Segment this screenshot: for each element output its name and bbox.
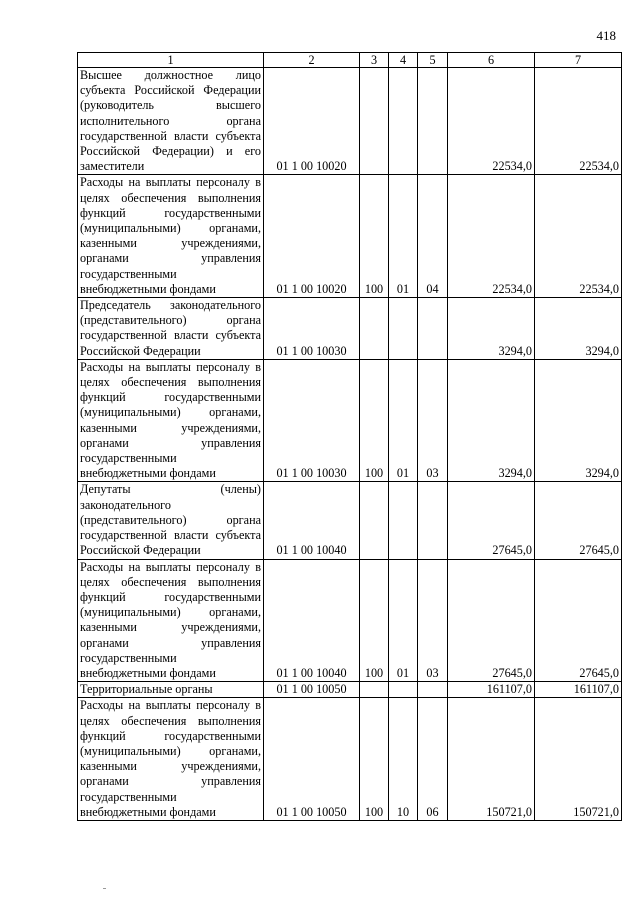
row-name-cell: Расходы на выплаты персоналу в целях обеспечения выполнения функций государственными (муниципальными) органами, казенными учреждениями, органами управления государственными внебюджетными фондами: [78, 559, 264, 682]
section-cell: 01: [389, 559, 418, 682]
amount-year1-cell: 3294,0: [448, 359, 535, 482]
subsection-cell: [418, 298, 448, 360]
amount-year2-cell: 3294,0: [535, 298, 622, 360]
amount-year1-cell: 27645,0: [448, 482, 535, 559]
expense-type-cell: [360, 482, 389, 559]
amount-year2-cell: 3294,0: [535, 359, 622, 482]
subsection-cell: 04: [418, 175, 448, 298]
column-header: 7: [535, 53, 622, 68]
amount-year2-cell: 27645,0: [535, 559, 622, 682]
amount-year2-cell: 22534,0: [535, 68, 622, 175]
column-header: 4: [389, 53, 418, 68]
row-name-cell: Высшее должностное лицо субъекта Российской Федерации (руководитель высшего исполнительного органа государственной власти субъекта Российской Федерации) и его заместители: [78, 68, 264, 175]
table-row: [78, 175, 622, 298]
amount-year1-cell: 3294,0: [448, 298, 535, 360]
table-row: [78, 68, 622, 175]
target-article-code-cell: 01 1 00 10050: [264, 698, 360, 821]
table-row: [78, 559, 622, 682]
subsection-cell: [418, 482, 448, 559]
column-header: 6: [448, 53, 535, 68]
subsection-cell: [418, 68, 448, 175]
section-cell: [389, 68, 418, 175]
scan-mark: [103, 888, 106, 889]
amount-year1-cell: 22534,0: [448, 175, 535, 298]
column-header: 3: [360, 53, 389, 68]
section-cell: 01: [389, 359, 418, 482]
subsection-cell: [418, 682, 448, 698]
target-article-code-cell: 01 1 00 10020: [264, 68, 360, 175]
table-row: [78, 682, 622, 698]
row-name-cell: Территориальные органы: [78, 682, 264, 698]
target-article-code-cell: 01 1 00 10040: [264, 482, 360, 559]
column-number-row: [78, 53, 622, 68]
expense-type-cell: [360, 68, 389, 175]
amount-year2-cell: 150721,0: [535, 698, 622, 821]
expense-type-cell: 100: [360, 698, 389, 821]
amount-year1-cell: 27645,0: [448, 559, 535, 682]
table-row: [78, 359, 622, 482]
budget-table: [77, 52, 622, 821]
target-article-code-cell: 01 1 00 10050: [264, 682, 360, 698]
expense-type-cell: [360, 682, 389, 698]
column-header: 2: [264, 53, 360, 68]
target-article-code-cell: 01 1 00 10030: [264, 359, 360, 482]
amount-year2-cell: 27645,0: [535, 482, 622, 559]
expense-type-cell: [360, 298, 389, 360]
target-article-code-cell: 01 1 00 10040: [264, 559, 360, 682]
row-name-cell: Расходы на выплаты персоналу в целях обеспечения выполнения функций государственными (муниципальными) органами, казенными учреждениями, органами управления государственными внебюджетными фондами: [78, 698, 264, 821]
amount-year1-cell: 22534,0: [448, 68, 535, 175]
row-name-cell: Председатель законодательного (представительного) органа государственной власти субъекта Российской Федерации: [78, 298, 264, 360]
amount-year1-cell: 150721,0: [448, 698, 535, 821]
section-cell: [389, 482, 418, 559]
subsection-cell: 06: [418, 698, 448, 821]
column-header: 5: [418, 53, 448, 68]
target-article-code-cell: 01 1 00 10020: [264, 175, 360, 298]
amount-year1-cell: 161107,0: [448, 682, 535, 698]
row-name-cell: Расходы на выплаты персоналу в целях обеспечения выполнения функций государственными (муниципальными) органами, казенными учреждениями, органами управления государственными внебюджетными фондами: [78, 175, 264, 298]
expense-type-cell: 100: [360, 559, 389, 682]
expense-type-cell: 100: [360, 175, 389, 298]
target-article-code-cell: 01 1 00 10030: [264, 298, 360, 360]
subsection-cell: 03: [418, 559, 448, 682]
amount-year2-cell: 22534,0: [535, 175, 622, 298]
row-name-cell: Депутаты (члены) законодательного (представительного) органа государственной власти субъекта Российской Федерации: [78, 482, 264, 559]
table-row: [78, 482, 622, 559]
subsection-cell: 03: [418, 359, 448, 482]
amount-year2-cell: 161107,0: [535, 682, 622, 698]
row-name-cell: Расходы на выплаты персоналу в целях обеспечения выполнения функций государственными (муниципальными) органами, казенными учреждениями, органами управления государственными внебюджетными фондами: [78, 359, 264, 482]
section-cell: 10: [389, 698, 418, 821]
section-cell: [389, 682, 418, 698]
section-cell: 01: [389, 175, 418, 298]
column-header: 1: [78, 53, 264, 68]
table-row: [78, 298, 622, 360]
page-number: 418: [596, 28, 616, 43]
expense-type-cell: 100: [360, 359, 389, 482]
section-cell: [389, 298, 418, 360]
table-row: [78, 698, 622, 821]
